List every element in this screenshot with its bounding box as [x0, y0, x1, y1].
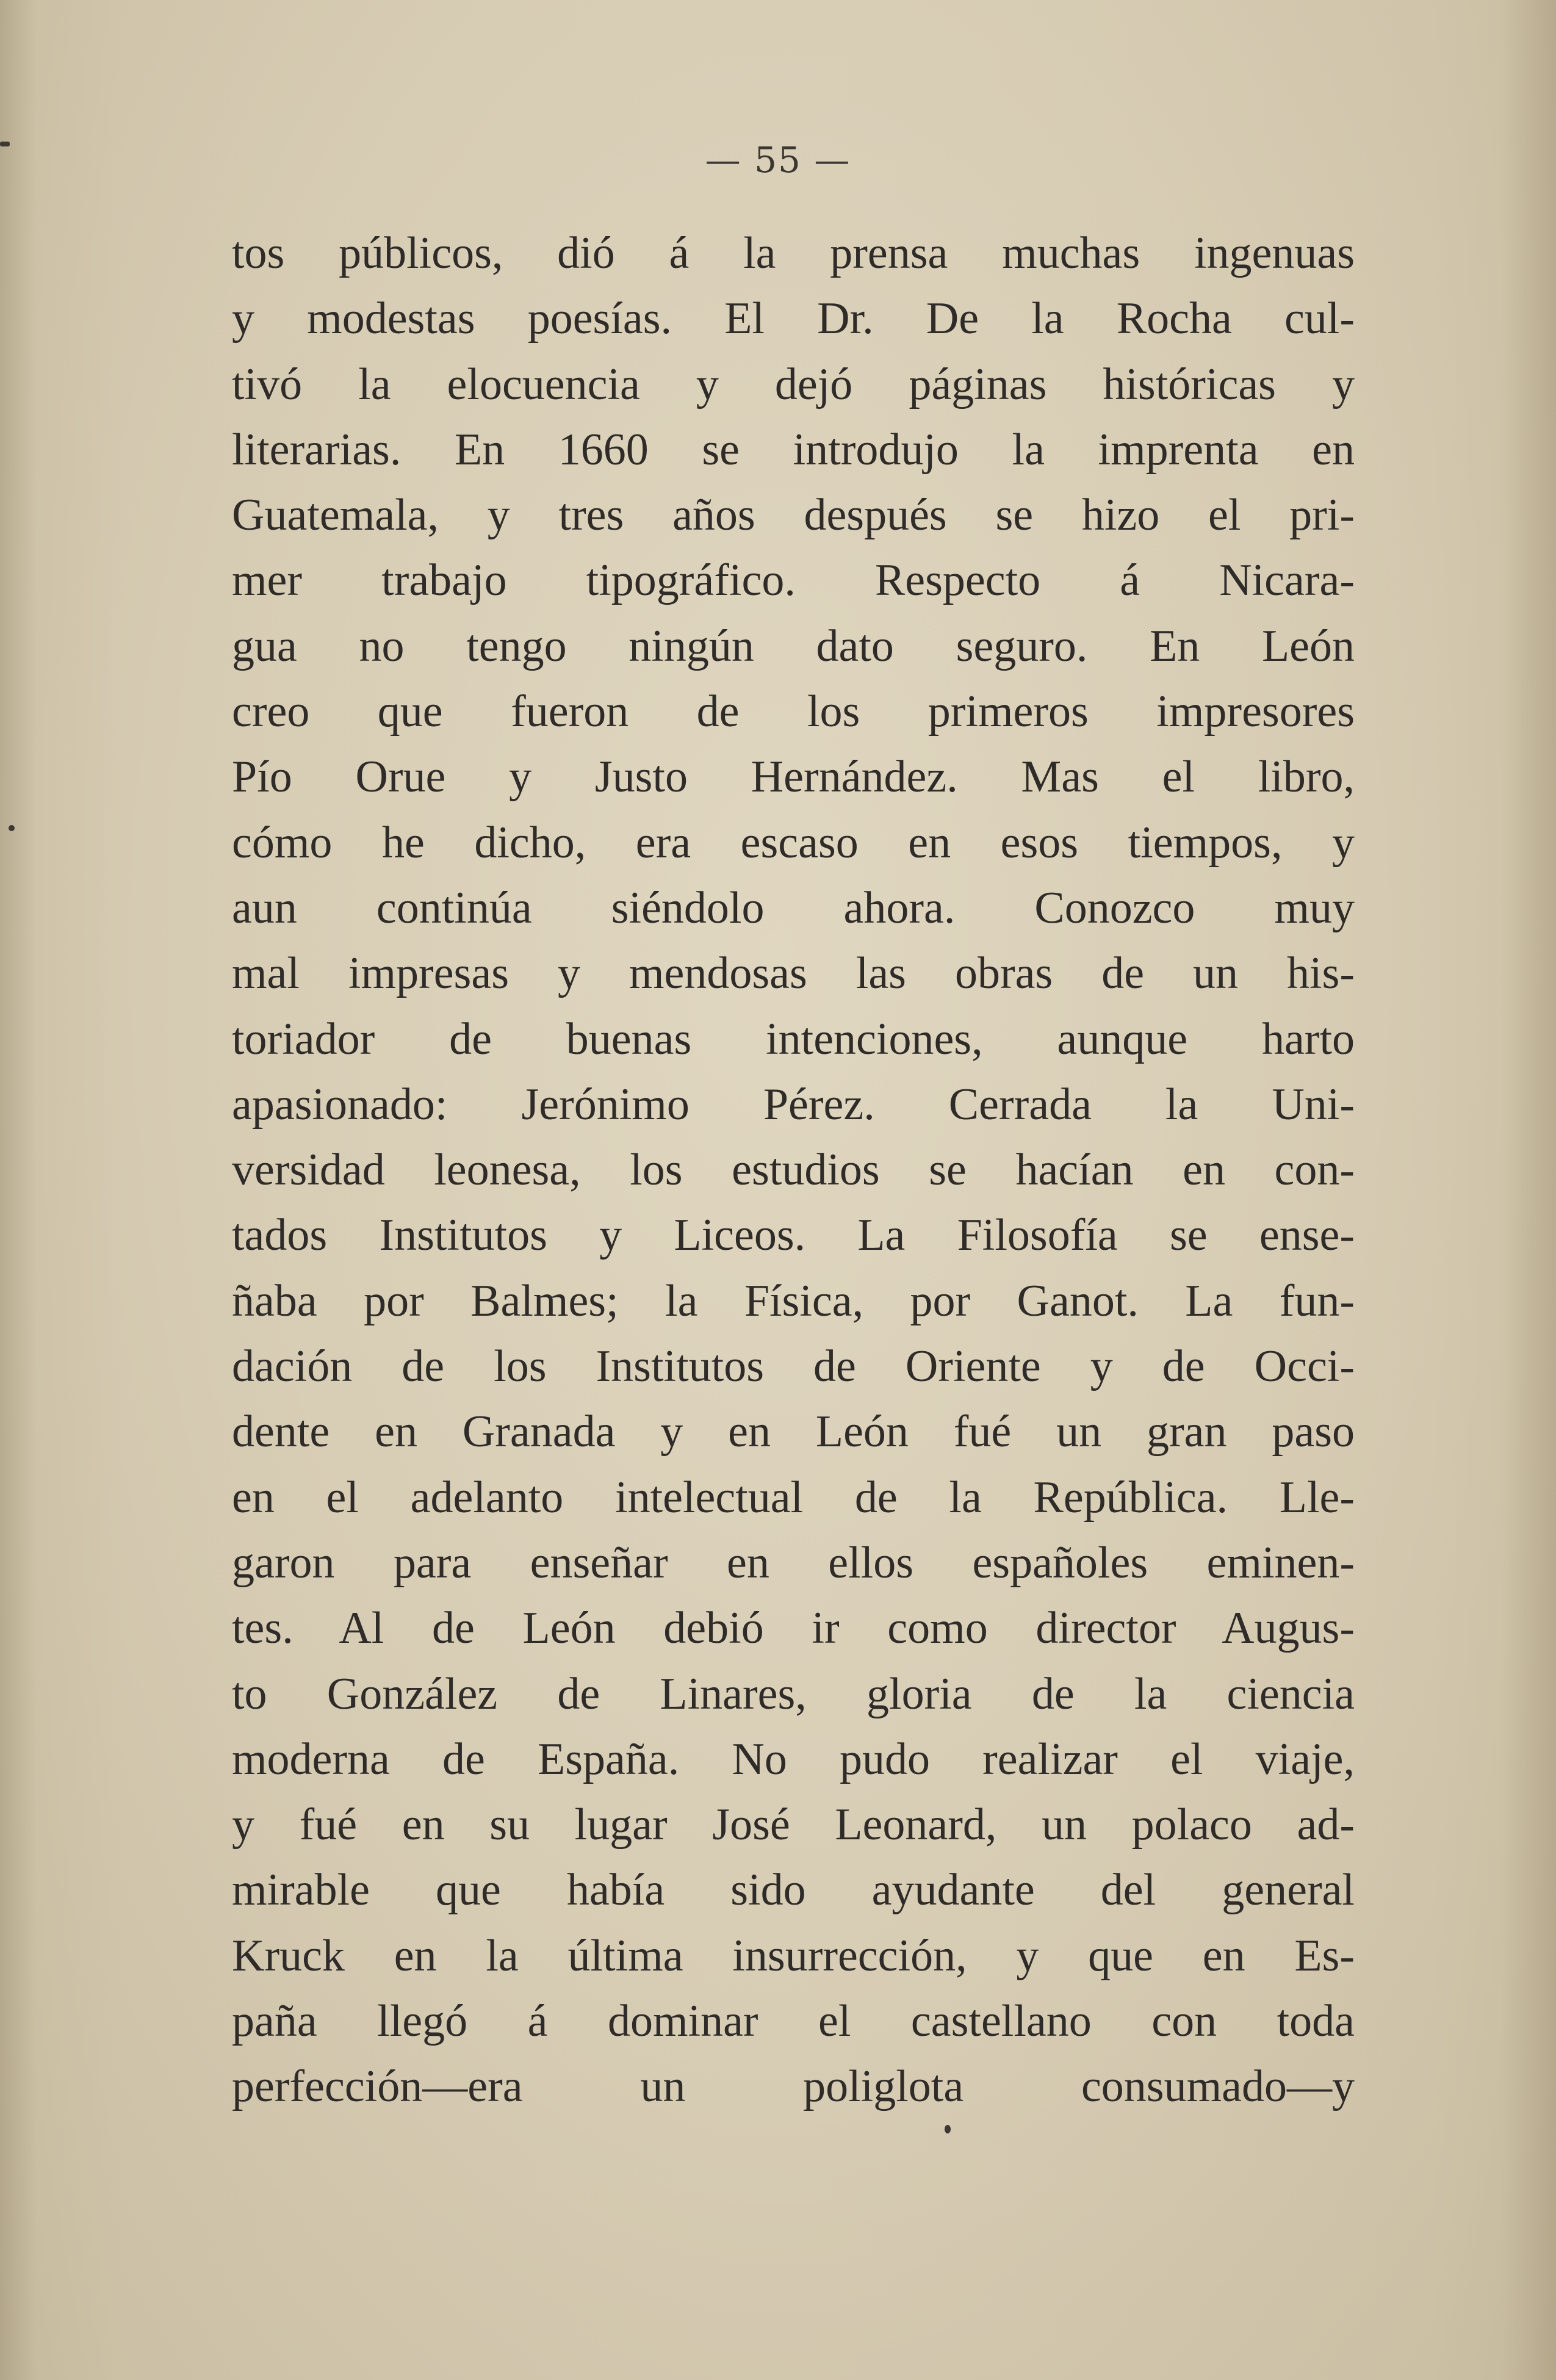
ink-speck	[945, 2125, 951, 2133]
text-line: mal impresas y mendosas las obras de un his-	[232, 948, 1355, 999]
text-line: aun continúa siéndolo ahora. Conozco muy	[232, 882, 1355, 933]
text-line: Guatemala, y tres años después se hizo el pri-	[232, 490, 1355, 541]
page-edge-shadow-left	[0, 0, 37, 2380]
body-text	[232, 221, 1355, 2120]
text-line: y fué en su lugar José Leonard, un polaco ad-	[232, 1800, 1355, 1850]
text-line: versidad leonesa, los estudios se hacían en con-	[232, 1145, 1355, 1195]
text-line: creo que fueron de los primeros impresores	[232, 687, 1355, 737]
text-line: dente en Granada y en León fué un gran paso	[232, 1407, 1355, 1457]
text-line: ñaba por Balmes; la Física, por Ganot. La fun-	[232, 1275, 1355, 1326]
text-line: en el adelanto intelectual de la República. Lle-	[232, 1472, 1355, 1523]
text-line: paña llegó á dominar el castellano con toda	[232, 1996, 1355, 2047]
text-line: tados Institutos y Liceos. La Filosofía se ense-	[232, 1210, 1355, 1261]
text-line: apasionado: Jerónimo Pérez. Cerrada la Uni-	[232, 1079, 1355, 1130]
text-line: mer trabajo tipográfico. Respecto á Nicara-	[232, 555, 1355, 606]
page-number: — 55 —	[705, 139, 851, 181]
text-line: tivó la elocuencia y dejó páginas históricas y	[232, 359, 1355, 409]
page-edge-shadow-right	[1501, 0, 1556, 2380]
text-line: gua no tengo ningún dato seguro. En León	[232, 621, 1355, 671]
text-line: toriador de buenas intenciones, aunque harto	[232, 1014, 1355, 1064]
text-line: y modestas poesías. El Dr. De la Rocha cul-	[232, 294, 1355, 344]
text-line: tes. Al de León debió ir como director Augus-	[232, 1603, 1355, 1654]
text-line: moderna de España. No pudo realizar el viaje,	[232, 1734, 1355, 1784]
ink-speck	[0, 142, 10, 146]
text-line: tos públicos, dió á la prensa muchas ingenuas	[232, 228, 1355, 278]
text-line: Pío Orue y Justo Hernández. Mas el libro,	[232, 752, 1355, 802]
text-line: cómo he dicho, era escaso en esos tiempos, y	[232, 817, 1355, 868]
text-line: dación de los Institutos de Oriente y de Occi-	[232, 1341, 1355, 1392]
ink-speck	[9, 825, 15, 831]
text-line: garon para enseñar en ellos españoles eminen-	[232, 1537, 1355, 1588]
text-line: mirable que había sido ayudante del general	[232, 1865, 1355, 1916]
text-line: literarias. En 1660 se introdujo la imprenta en	[232, 424, 1355, 475]
text-line: perfección—era un poliglota consumado—y	[232, 2061, 1355, 2112]
text-line: Kruck en la última insurrección, y que en Es-	[232, 1930, 1355, 1981]
text-line: to González de Linares, gloria de la ciencia	[232, 1668, 1355, 1719]
